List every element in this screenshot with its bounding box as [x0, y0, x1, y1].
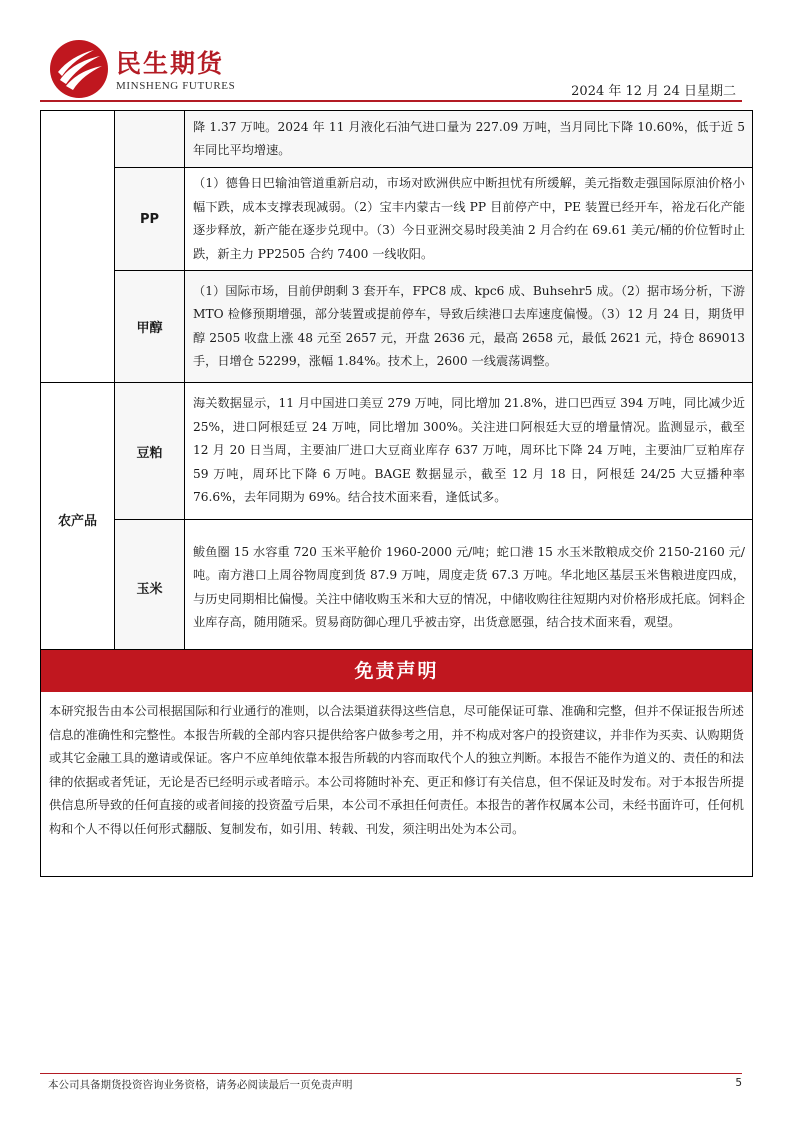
- report-date: 2024 年 12 月 24 日星期二: [571, 84, 736, 99]
- page-number: 5: [735, 1077, 742, 1089]
- product-cell-soymeal: 豆粕: [115, 383, 185, 520]
- table-row: [41, 520, 753, 656]
- header-divider: [40, 100, 742, 102]
- analysis-text-soymeal: 海关数据显示，11 月中国进口美豆 279 万吨，同比增加 21.8%，进口巴西豆 394 万吨，同比减少近 25%，进口阿根廷豆 24 万吨，同比增加 300%。关注进口阿根廷大豆的增量情况。监测显示，截至 12 月 20 日当周，主要油厂进口大豆商业库存 637 万吨，周环比下降 24 万吨，主要油厂豆粕库存 59 万吨，周环比下降 6 万吨。BAGE 数据显示，截至 12 月 18 日，阿根廷 24/25 大豆播种率 76.6%，去年同期为 69%。结合技术面来看，逢低试多。: [185, 383, 753, 520]
- table-row: [41, 383, 753, 520]
- product-cell-pp: PP: [115, 168, 185, 271]
- footer-note: 本公司具备期货投资咨询业务资格，请务必阅读最后一页免责声明: [48, 1079, 353, 1091]
- minsheng-logo-icon: [48, 38, 110, 100]
- brand-name-en: MINSHENG FUTURES: [116, 80, 236, 92]
- disclaimer-box: [40, 649, 753, 877]
- brand-name-cn: 民生期货: [116, 49, 225, 78]
- product-cell: [115, 111, 185, 168]
- table-row: [41, 111, 753, 168]
- analysis-text-pp: （1）德鲁日巴输油管道重新启动，市场对欧洲供应中断担忧有所缓解，美元指数走强国际原油价格小幅下跌，成本支撑表现减弱。（2）宝丰内蒙古一线 PP 目前停产中，PE 装置已经开车，裕龙石化产能逐步释放，新产能在逐步兑现中。（3）今日亚洲交易时段美油 2 月合约在 69.61 美元/桶的价位暂时止跌，新主力 PP2505 合约 7400 一线收阳。: [185, 168, 753, 271]
- category-cell-agri: 农产品: [41, 383, 115, 656]
- page-header: [0, 0, 794, 100]
- table-row: [41, 168, 753, 271]
- product-cell-methanol: 甲醇: [115, 271, 185, 383]
- analysis-text-methanol: （1）国际市场，目前伊朗剩 3 套开车，FPC8 成、kpc6 成、Buhsehr5 成。（2）据市场分析，下游 MTO 检修预期增强，部分装置或提前停车，导致后续港口去库速度偏慢。（3）12 月 24 日，期货甲醇 2505 收盘上涨 48 元至 2657 元，开盘 2636 元，最高 2658 元，最低 2621 元，持仓 869013 手，日增仓 52299，涨幅 1.84%。技术上，2600 一线震荡调整。: [185, 271, 753, 383]
- commodity-table: [40, 110, 753, 656]
- analysis-text: 降 1.37 万吨。2024 年 11 月液化石油气进口量为 227.09 万吨，当月同比下降 10.60%，低于近 5 年同比平均增速。: [185, 111, 753, 168]
- disclaimer-body: 本研究报告由本公司根据国际和行业通行的准则，以合法渠道获得这些信息，尽可能保证可靠、准确和完整，但并不保证报告所述信息的准确性和完整性。本报告所载的全部内容只提供给客户做参考之用，并不构成对客户的投资建议，并非作为买卖、认购期货或其它金融工具的邀请或保证。客户不应单纯依靠本报告所载的内容而取代个人的独立判断。本报告不能作为道义的、责任的和法律的依据或者凭证，无论是否已经明示或者暗示。本公司将随时补充、更正和修订有关信息，但不保证及时发布。对于本报告所提供信息所导致的任何直接的或者间接的投资盈亏后果，本公司不承担任何责任。本报告的著作权属本公司，未经书面许可，任何机构和个人不得以任何形式翻版、复制发布，如引用、转载、刊发，须注明出处为本公司。: [49, 704, 744, 836]
- analysis-text-corn: 鲅鱼圈 15 水容重 720 玉米平舱价 1960-2000 元/吨；蛇口港 15 水玉米散粮成交价 2150-2160 元/吨。南方港口上周谷物周度到货 87.9 万吨，周度走货 67.3 万吨。华北地区基层玉米售粮进度四成，与历史同期相比偏慢。关注中储收购玉米和大豆的情况，中储收购往往短期内对价格形成托底。饲料企业库存高，随用随采。贸易商防御心理几乎被击穿，出货意愿强，结合技术面来看，观望。: [185, 520, 753, 656]
- product-cell-corn: 玉米: [115, 520, 185, 656]
- category-cell: [41, 111, 115, 383]
- footer-divider: [40, 1073, 742, 1074]
- disclaimer-title: 免责声明: [41, 650, 752, 692]
- table-row: [41, 271, 753, 383]
